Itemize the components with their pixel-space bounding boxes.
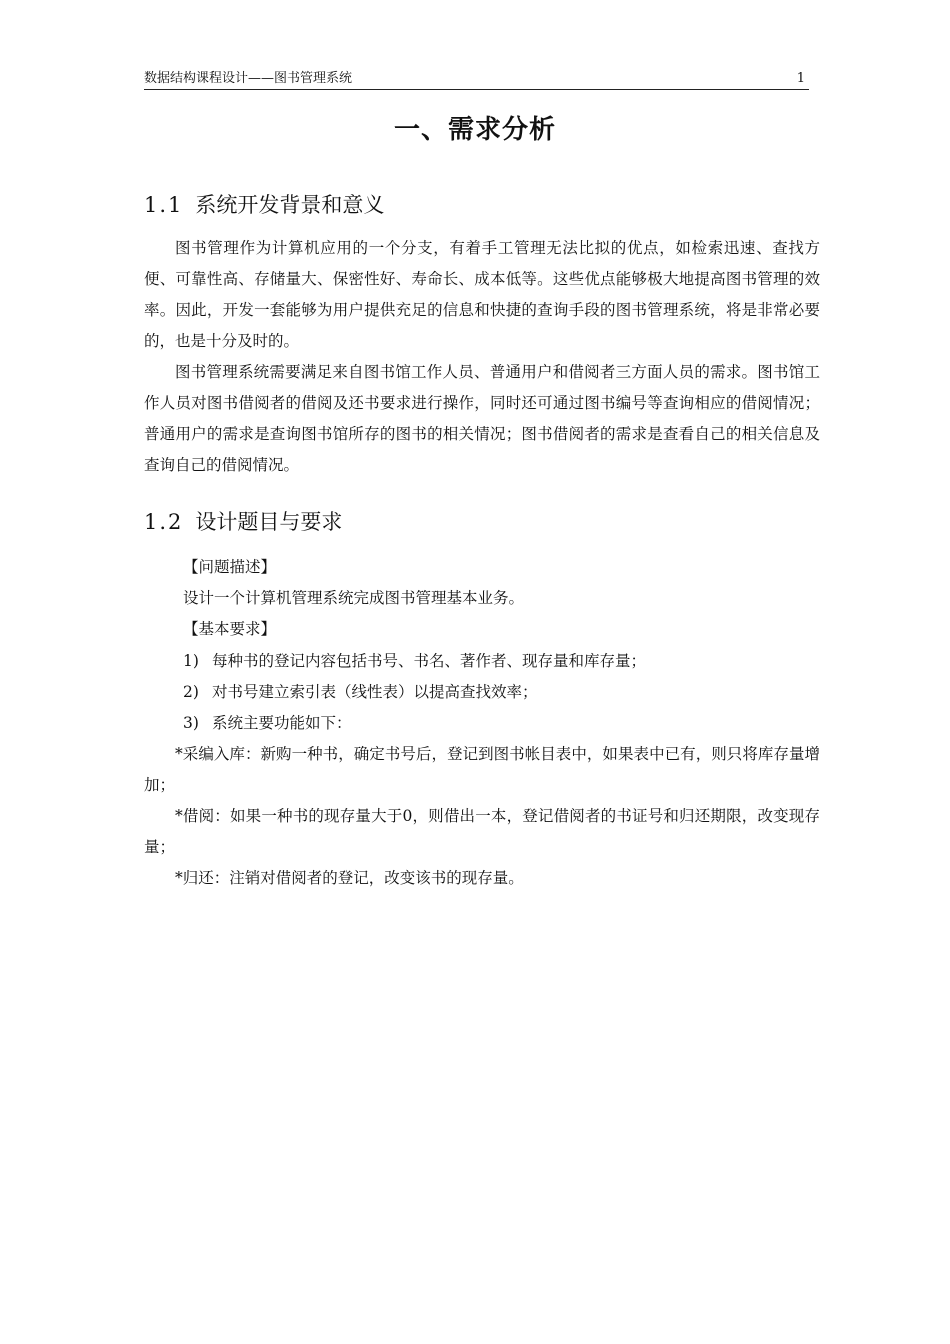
section-number: 1.1 (144, 193, 184, 217)
requirement-number: 3) (183, 714, 199, 732)
section-heading-1-2 (144, 508, 342, 536)
requirement-text: 每种书的登记内容包括书号、书名、著作者、现存量和库存量； (212, 652, 647, 670)
section-heading-1-1 (144, 191, 384, 219)
requirement-text: 系统主要功能如下： (212, 714, 352, 732)
requirement-text: 对书号建立索引表（线性表）以提高查找效率； (212, 683, 538, 701)
requirement-item (183, 709, 352, 737)
header-title: 数据结构课程设计——图书管理系统 (144, 71, 353, 86)
chapter-title: 一、需求分析 (393, 115, 556, 145)
page-header (144, 71, 809, 90)
problem-label: 【问题描述】 (183, 558, 277, 576)
paragraph-needs: 图书管理系统需要满足来自图书馆工作人员、普通用户和借阅者三方面人员的需求。图书馆工作人员对图书借阅者的借阅及还书要求进行操作，同时还可通过图书编号等查询相应的借阅情况；普通用户的需求是查询图书馆所存的图书的相关情况；图书借阅者的需求是查看自己的相关信息及查询自己的借阅情况。 (144, 363, 820, 474)
requirement-item (183, 647, 646, 675)
section-title: 设计题目与要求 (195, 510, 343, 534)
function-return: *归还：注销对借阅者的登记，改变该书的现存量。 (175, 869, 524, 887)
requirements-label: 【基本要求】 (183, 620, 277, 638)
section-number: 1.2 (144, 510, 184, 534)
function-borrow: *借阅：如果一种书的现存量大于0，则借出一本，登记借阅者的书证号和归还期限，改变现存量； (144, 807, 820, 856)
requirement-number: 2) (183, 683, 199, 701)
problem-text: 设计一个计算机管理系统完成图书管理基本业务。 (183, 589, 525, 607)
requirement-number: 1) (183, 652, 199, 670)
function-intake: *采编入库：新购一种书，确定书号后，登记到图书帐目表中，如果表中已有，则只将库存量增加； (144, 745, 820, 794)
paragraph-background: 图书管理作为计算机应用的一个分支，有着手工管理无法比拟的优点，如检索迅速、查找方便、可靠性高、存储量大、保密性好、寿命长、成本低等。这些优点能够极大地提高图书管理的效率。因此，开发一套能够为用户提供充足的信息和快捷的查询手段的图书管理系统，将是非常必要的，也是十分及时的。 (144, 239, 820, 350)
page-number: 1 (796, 71, 805, 86)
section-title: 系统开发背景和意义 (195, 193, 385, 217)
requirement-item (183, 678, 538, 706)
